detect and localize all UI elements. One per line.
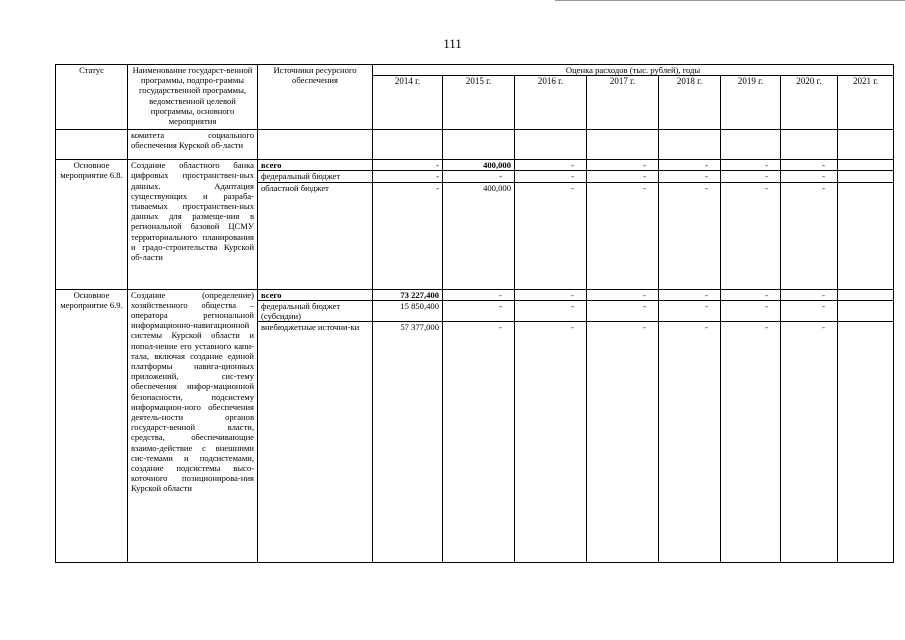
source-label: всего	[258, 289, 373, 300]
header-status: Статус	[56, 65, 128, 130]
value-cell: -	[721, 160, 781, 171]
year-2021: 2021 г.	[838, 76, 894, 130]
source-label: федеральный бюджет (субсидии)	[258, 300, 373, 321]
value-cell: -	[443, 300, 515, 321]
measure-6-8-name: Создание областного банка цифровых пространствен-ных данных. Адаптация существующих и разраба-тываемых пространствен-ных данных для размеще-ния в региональной базовой ЦСМУ территориального планирования и градо-строительства Курской об-ласти	[128, 160, 258, 289]
value-cell	[838, 160, 894, 171]
header-sources: Источники ресурсного обеспечения	[258, 65, 373, 130]
table-row	[56, 289, 894, 300]
value-cell	[838, 171, 894, 182]
resource-table	[55, 64, 894, 563]
value-cell: -	[443, 171, 515, 182]
continuation-row	[56, 130, 894, 160]
value-cell: 400,000	[443, 160, 515, 171]
value-cell: -	[515, 289, 587, 300]
value-cell: -	[373, 160, 443, 171]
value-cell	[838, 289, 894, 300]
measure-6-9-status: Основное мероприятие 6.9.	[56, 289, 128, 563]
value-cell: -	[587, 300, 659, 321]
value-cell: -	[659, 289, 721, 300]
value-cell: -	[515, 182, 587, 289]
year-2018: 2018 г.	[659, 76, 721, 130]
source-label: областной бюджет	[258, 182, 373, 289]
value-cell: -	[659, 182, 721, 289]
value-cell: -	[587, 182, 659, 289]
page-number: 111	[443, 36, 462, 51]
source-label: внебюджетные источни-ки	[258, 322, 373, 563]
value-cell: -	[781, 182, 838, 289]
year-2014: 2014 г.	[373, 76, 443, 130]
value-cell: -	[659, 160, 721, 171]
header-name: Наименование государст-венной программы, подпро-граммы государственной программы, ведомственной целевой программы, основного мероприятия	[128, 65, 258, 130]
value-cell: -	[515, 322, 587, 563]
measure-6-9-name: Создание (определение) хозяйственного общества – оператора региональной информационно-навигационной системы Курской области и попол-нение его уставного капи-тала, включая создание единой платформы навига-ционных приложений, сис-тему обеспечения инфор-мационной безопасности, подсистему информацион-ного обеспечения деятель-ности органов государст-венной власти, средства, обеспечивающие взаимо-действие с внешними сис-темами и подсистемами, создание подсистемы высо-коточного позиционирова-ния Курской области	[128, 289, 258, 563]
value-cell: -	[781, 289, 838, 300]
value-cell: -	[515, 160, 587, 171]
top-rule	[555, 0, 905, 1]
value-cell: -	[443, 289, 515, 300]
value-cell: 73 227,400	[373, 289, 443, 300]
year-2016: 2016 г.	[515, 76, 587, 130]
year-2015: 2015 г.	[443, 76, 515, 130]
value-cell: -	[781, 300, 838, 321]
value-cell: -	[781, 171, 838, 182]
value-cell: -	[587, 322, 659, 563]
value-cell: -	[587, 171, 659, 182]
value-cell: -	[659, 300, 721, 321]
value-cell: -	[721, 171, 781, 182]
value-cell	[838, 182, 894, 289]
table-row	[56, 160, 894, 171]
source-label: всего	[258, 160, 373, 171]
year-2020: 2020 г.	[781, 76, 838, 130]
cont-status	[56, 130, 128, 160]
header-estimate: Оценка расходов (тыс. рублей), годы	[373, 65, 894, 76]
value-cell: -	[781, 322, 838, 563]
value-cell: -	[721, 300, 781, 321]
value-cell: 15 850,400	[373, 300, 443, 321]
value-cell: -	[587, 289, 659, 300]
value-cell: -	[659, 322, 721, 563]
value-cell: -	[515, 300, 587, 321]
year-2017: 2017 г.	[587, 76, 659, 130]
value-cell: 57 377,000	[373, 322, 443, 563]
year-2019: 2019 г.	[721, 76, 781, 130]
value-cell: -	[721, 289, 781, 300]
value-cell: -	[373, 182, 443, 289]
measure-6-8-status: Основное мероприятие 6.8.	[56, 160, 128, 289]
cont-name: комитета социального обеспечения Курской об-ласти	[128, 130, 258, 160]
value-cell: -	[721, 182, 781, 289]
value-cell: -	[373, 171, 443, 182]
value-cell: -	[721, 322, 781, 563]
value-cell: -	[443, 322, 515, 563]
value-cell	[838, 322, 894, 563]
source-label: федеральный бюджет	[258, 171, 373, 182]
value-cell: -	[587, 160, 659, 171]
value-cell: 400,000	[443, 182, 515, 289]
value-cell	[838, 300, 894, 321]
value-cell: -	[515, 171, 587, 182]
value-cell: -	[781, 160, 838, 171]
value-cell: -	[659, 171, 721, 182]
